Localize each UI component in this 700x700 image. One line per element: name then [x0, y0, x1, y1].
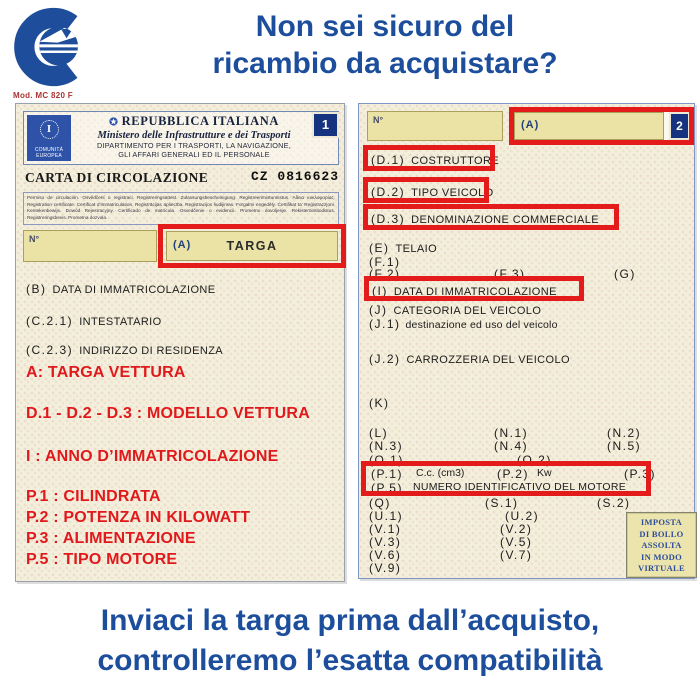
page-title-line1: Non sei sicuro del [255, 10, 515, 43]
annotation-cilindrata: P.1 : CILINDRATA [26, 488, 161, 505]
page-title-line2: ricambio da acquistare? [212, 47, 558, 80]
targa-field [166, 231, 338, 261]
field-row-o1-o2: (O.1) (O.2) [369, 453, 552, 467]
field-row-f1: (F.1) [369, 255, 401, 269]
page-number-badge-2: 2 [669, 112, 690, 140]
field-row-c21 [26, 312, 340, 327]
department-line2: GLI AFFARI GENERALI ED IL PERSONALE [118, 149, 270, 159]
field-row-j: (J) CATEGORIA DEL VEICOLO [369, 303, 542, 317]
eu-flag [27, 115, 71, 161]
field-row-l-n1-n2: (L) (N.1) (N.2) [369, 426, 642, 440]
annotation-anno: I : ANNO D’IMMATRICOLAZIONE [26, 448, 279, 465]
number-field-label: N° [29, 234, 40, 244]
targa-field [514, 112, 664, 140]
imposta-di-bollo-stamp: IMPOSTA DI BOLLO ASSOLTA IN MODO VIRTUALE [626, 512, 697, 578]
targa-field-code: (A) [173, 239, 192, 251]
italy-emblem-icon [109, 117, 118, 126]
multilingual-text: Permiso de circulación. Osvědčení o registraci. Registreringsattest. Zulassungsbescheinigung. Registreerimistunnistus. Άδεια κυκλοφορίας. Registration certificate. Certificat d’immatriculation. Reģistrācijas apliecība. Registracijos liudijimas. Forgalmi engedély. Ċertifikat ta’ Reġistrazzjoni. Kentekenbewijs. Dowód Rejestracyjny. Certificado de matrícula. Osvedčenie o evidencii. Prometno dovoljenje. Rekisteröintitodistus. Registreringsbevis. Prometna dozvola. [23, 192, 339, 225]
department-line1: DIPARTIMENTO PER I TRASPORTI, LA NAVIGAZIONE, [97, 141, 291, 150]
field-row-v9: (V.9) [369, 561, 402, 575]
field-row-i: (I) DATA DI IMMATRICOLAZIONE [372, 284, 557, 298]
document-titles [74, 114, 314, 159]
field-row-v1-v2: (V.1) (V.2) [369, 522, 533, 536]
ministry-title: Ministero delle Infrastrutture e dei Trasporti [97, 130, 291, 141]
targa-field-code: (A) [521, 119, 540, 131]
footer-line2: controlleremo l’esatta compatibilità [97, 644, 603, 677]
field-row-d3: (D.3) DENOMINAZIONE COMMERCIALE [371, 212, 600, 226]
field-row-q-s1-s2: (Q) (S.1) (S.2) [369, 496, 631, 510]
field-row-j1: (J.1) destinazione ed uso del veicolo [369, 317, 558, 331]
company-logo [12, 2, 100, 92]
page-number-badge-1: 1 [312, 112, 339, 138]
page-title [150, 8, 620, 82]
field-row-f2-f3-g: (F.2) (F.3) (G) [369, 267, 636, 281]
annotation-modello: D.1 - D.2 - D.3 : MODELLO VETTURA [26, 405, 310, 422]
field-code: (C.2.1) [26, 314, 74, 328]
field-label: DATA DI IMMATRICOLAZIONE [52, 284, 216, 296]
footer-message [0, 601, 700, 681]
field-label: INDIRIZZO DI RESIDENZA [79, 345, 224, 357]
field-row-b [26, 280, 340, 295]
field-row-u1-u2: (U.1) (U.2) [369, 509, 540, 523]
field-label: INTESTATARIO [79, 316, 162, 328]
doc-serial-number: CZ 0816623 [251, 169, 340, 184]
field-row-v3-v5: (V.3) (V.5) [369, 535, 533, 549]
field-code: (C.2.3) [26, 343, 74, 357]
field-row-e: (E) TELAIO [369, 241, 438, 255]
field-row-d2: (D.2) TIPO VEICOLO [371, 185, 494, 199]
field-row-c23 [26, 341, 340, 356]
targa-field-value: TARGA [226, 239, 278, 253]
eu-country-letter: I [46, 123, 52, 135]
registration-card-back [358, 103, 695, 579]
field-row-n3-n4-n5: (N.3) (N.4) (N.5) [369, 439, 642, 453]
number-field [367, 111, 503, 141]
field-row-d1: (D.1) COSTRUTTORE [371, 153, 500, 167]
annotation-tipo-motore: P.5 : TIPO MOTORE [26, 551, 178, 568]
document-header-box [23, 111, 339, 165]
republic-title: REPUBBLICA ITALIANA [74, 114, 314, 129]
document-model-label: Mod. MC 820 F [13, 91, 73, 100]
field-row-p1-p2-p3: (P.1) C.c. (cm3) (P.2) Kw (P.3) [371, 467, 656, 481]
number-field-label: N° [373, 115, 384, 125]
field-code: (B) [26, 282, 47, 296]
field-row-p5: (P.5) NUMERO IDENTIFICATIVO DEL MOTORE [371, 481, 627, 495]
eu-flag-caption: COMUNITÀ EUROPEA [34, 147, 64, 159]
document-title-row [25, 169, 339, 187]
doc-title: CARTA DI CIRCOLAZIONE [25, 170, 209, 185]
field-row-v6-v7: (V.6) (V.7) [369, 548, 533, 562]
annotation-alimentazione: P.3 : ALIMENTAZIONE [26, 530, 196, 547]
footer-line1: Inviaci la targa prima dall’acquisto, [100, 604, 600, 637]
field-row-j2: (J.2) CARROZZERIA DEL VEICOLO [369, 352, 570, 366]
field-row-k: (K) [369, 396, 390, 410]
annotation-potenza: P.2 : POTENZA IN KILOWATT [26, 509, 251, 526]
registration-card-front [15, 103, 345, 582]
company-logo-icon [12, 2, 100, 92]
number-field [23, 230, 157, 262]
annotation-targa: A: TARGA VETTURA [26, 364, 186, 381]
